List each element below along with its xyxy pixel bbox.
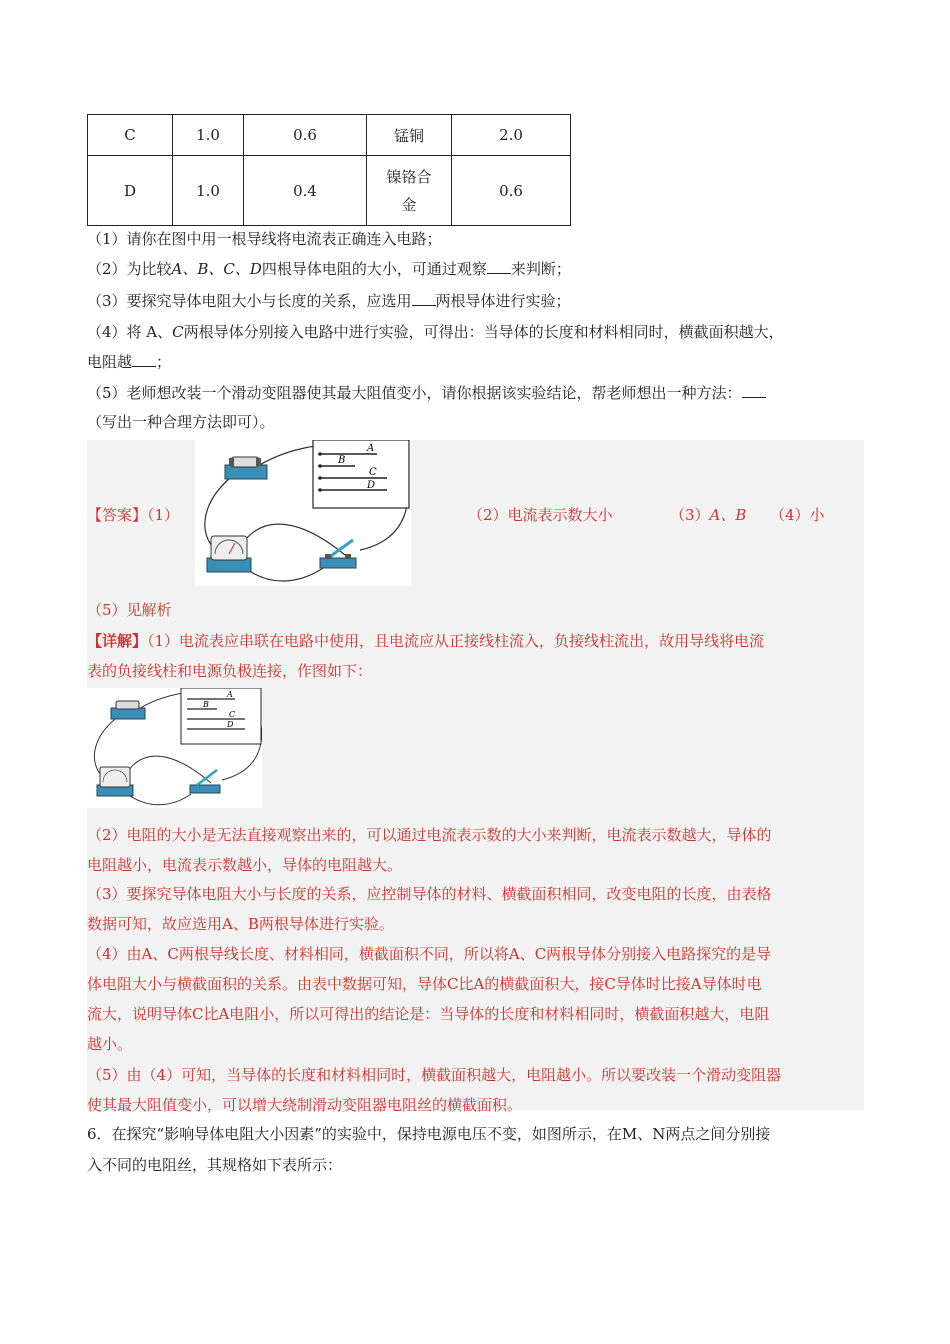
q4-text: （4）将 A、 — [87, 323, 173, 341]
q4-text: ； — [156, 353, 172, 371]
detail-3: （3）要探究导体电阻大小与长度的关系，应控制导体的材料、横截面积相同，改变电阻的长度，由表格 — [87, 885, 772, 903]
question-6: 6．在探究“影响导体电阻大小因素”的实验中，保持电源电压不变，如图所示，在M、N两点之间分别接 — [87, 1125, 771, 1143]
table-row — [88, 115, 571, 156]
wire-label: C — [369, 467, 377, 478]
detail-2: （2）电阻的大小是无法直接观察出来的，可以通过电流表示数的大小来判断，电流表示数越大，导体的 — [87, 826, 772, 844]
table-cell: 0.6 — [452, 156, 571, 226]
table-cell: 0.6 — [244, 115, 367, 156]
spec-table — [87, 114, 571, 226]
material-line: 镍铬合 — [386, 167, 432, 186]
q3-text: 两根导体进行实验； — [435, 292, 571, 310]
question-5 — [87, 383, 766, 403]
ammeter-icon — [207, 536, 251, 572]
q4-text: 两根导体分别接入电路中进行实验，可得出：当导体的长度和材料相同时，横截面积越大， — [183, 323, 784, 341]
answer-blank — [412, 291, 436, 306]
detail-4-cont: 体电阻大小与横截面积的关系。由表中数据可知，导体C比A的横截面积大，接C导体时比接A导体时电 — [87, 975, 762, 993]
wire-label: A — [227, 690, 233, 699]
circuit-figure-answer — [195, 440, 411, 586]
q2-text: 来判断； — [510, 260, 571, 278]
table-cell: 1.0 — [173, 156, 244, 226]
detail-5: （5）由（4）可知，当导体的长度和材料相同时，横截面积越大，电阻越小。所以要改装一个滑动变阻器 — [87, 1066, 782, 1084]
a3-vars: A、B — [709, 506, 747, 524]
question-2 — [87, 259, 571, 279]
answer-blank — [487, 259, 511, 274]
table-cell: 1.0 — [173, 115, 244, 156]
q4-var: C — [172, 323, 184, 341]
question-4-cont — [87, 352, 171, 372]
q2-text: （2）为比较 — [87, 260, 172, 278]
table-cell: 2.0 — [452, 115, 571, 156]
answer-4: （4）小 — [770, 506, 825, 524]
answer-2: （2）电流表示数大小 — [468, 506, 613, 524]
wire-label: B — [338, 455, 346, 466]
detail-1 — [87, 631, 764, 651]
q3-text: （3）要探究导体电阻大小与长度的关系，应选用 — [87, 292, 412, 310]
detail-2-cont: 电阻越小，电流表示数越小，导体的电阻越大。 — [87, 856, 403, 874]
wire-label: D — [367, 480, 376, 491]
question-6-cont: 入不同的电阻丝，其规格如下表所示： — [87, 1156, 343, 1174]
q2-text: 四根导体电阻的大小，可通过观察 — [261, 260, 487, 278]
question-5-cont: （写出一种合理方法即可）。 — [87, 413, 275, 431]
table-cell — [367, 156, 452, 226]
detail-1-cont: 表的负接线柱和电源负极连接，作图如下： — [87, 662, 373, 680]
table-row — [88, 156, 571, 226]
circuit-figure-detail — [87, 688, 262, 808]
detail-3-cont: 数据可知，故应选用A、B两根导体进行实验。 — [87, 915, 394, 933]
question-4 — [87, 322, 784, 342]
switch-icon — [320, 540, 356, 568]
circuit-diagram — [195, 440, 411, 586]
switch-icon — [190, 770, 220, 793]
q5-text: （5）老师想改装一个滑动变阻器使其最大阻值变小，请你根据该实验结论，帮老师想出一种方法： — [87, 384, 742, 402]
answer-label: 【答案】（1） — [87, 506, 180, 524]
battery-icon — [111, 701, 145, 719]
circuit-diagram-small — [87, 688, 262, 808]
wire-label: B — [203, 700, 209, 709]
ammeter-icon — [97, 767, 133, 796]
q2-vars: A、B、C、D — [171, 260, 262, 278]
detail-4: （4）由A、C两根导线长度、材料相同，横截面积不同，所以将A、C两根导体分别接入电路探究的是导 — [87, 945, 772, 963]
material-line: 金 — [401, 195, 417, 214]
detail-label: 【详解】 — [87, 632, 148, 650]
q4-text: 电阻越 — [87, 353, 133, 371]
battery-icon — [225, 457, 267, 479]
answer-3 — [670, 505, 746, 525]
table-cell: 锰铜 — [367, 115, 452, 156]
wire-label: C — [229, 710, 236, 719]
table-cell: D — [88, 156, 173, 226]
detail-text: （1）电流表应串联在电路中使用，且电流应从正接线柱流入，负接线柱流出，故用导线将电流 — [147, 632, 765, 650]
answer-5: （5）见解析 — [87, 601, 172, 619]
answer-blank — [742, 383, 766, 398]
answer-blank — [132, 352, 156, 367]
table-cell: C — [88, 115, 173, 156]
detail-5-cont: 使其最大阻值变小，可以增大绕制滑动变阻器电阻丝的横截面积。 — [87, 1096, 523, 1114]
question-3 — [87, 291, 571, 311]
table-cell: 0.4 — [244, 156, 367, 226]
detail-4-cont: 流大，说明导体C比A电阻小，所以可得出的结论是：当导体的长度和材料相同时，横截面积越大，电阻 — [87, 1005, 770, 1023]
wire-label: D — [227, 720, 234, 729]
a3-text: （3） — [670, 506, 710, 524]
question-1: （1）请你在图中用一根导线将电流表正确连入电路； — [87, 230, 442, 248]
detail-4-cont: 越小。 — [87, 1035, 133, 1053]
wire-label: A — [367, 443, 375, 454]
